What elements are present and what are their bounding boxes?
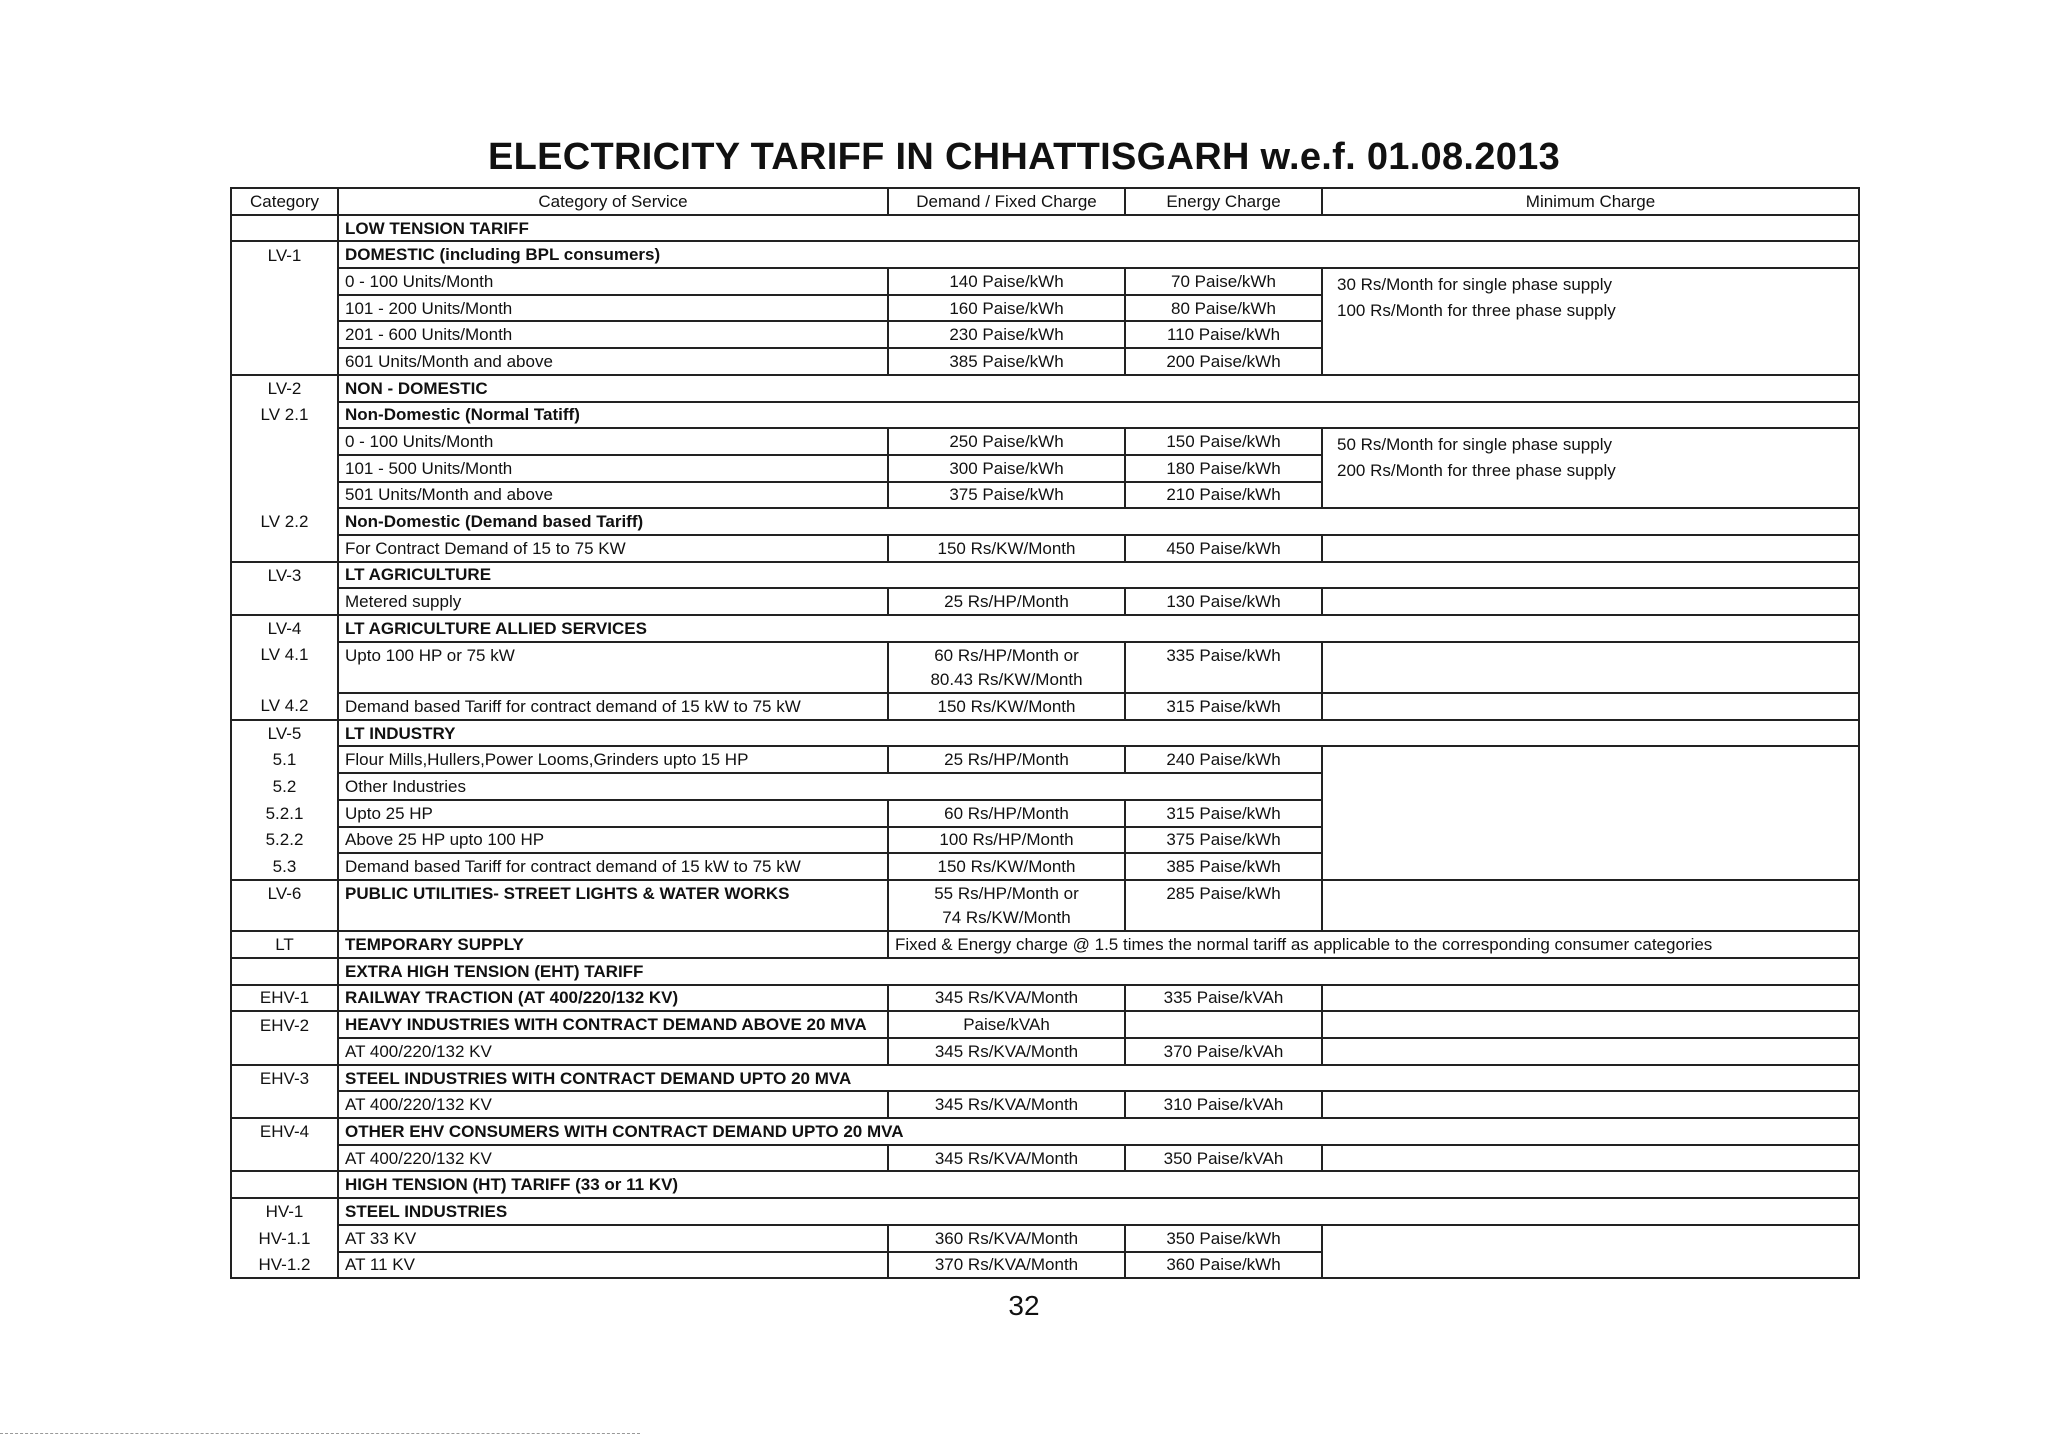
cell-minimum — [1322, 535, 1859, 562]
cell-minimum — [1322, 985, 1859, 1012]
cell-service: PUBLIC UTILITIES- STREET LIGHTS & WATER WORKS — [338, 880, 888, 906]
cell-service: Flour Mills,Hullers,Power Looms,Grinders upto 15 HP — [338, 746, 888, 773]
cell-demand: 80.43 Rs/KW/Month — [888, 667, 1125, 693]
header-minimum: Minimum Charge — [1322, 188, 1859, 215]
table-row — [231, 1091, 1859, 1118]
cell-service: 101 - 500 Units/Month — [338, 455, 888, 482]
cell-category: 5.3 — [231, 853, 338, 880]
cell-demand: 375 Paise/kWh — [888, 482, 1125, 509]
cell-service: TEMPORARY SUPPLY — [338, 931, 888, 958]
cell-category — [231, 455, 338, 482]
cell-minimum — [1322, 1091, 1859, 1118]
cell-demand: 55 Rs/HP/Month or — [888, 880, 1125, 906]
table-row — [231, 535, 1859, 562]
cell-service: Other Industries — [338, 773, 1322, 800]
section-heading: LOW TENSION TARIFF — [338, 215, 1859, 242]
table-row — [231, 1171, 1859, 1198]
cell-energy — [1125, 667, 1322, 693]
cell-energy: 360 Paise/kWh — [1125, 1252, 1322, 1279]
cell-service: 601 Units/Month and above — [338, 348, 888, 375]
cell-category — [231, 482, 338, 509]
cell-energy: 450 Paise/kWh — [1125, 535, 1322, 562]
cell-service: HEAVY INDUSTRIES WITH CONTRACT DEMAND ABOVE 20 MVA — [338, 1011, 888, 1038]
cell-energy: 385 Paise/kWh — [1125, 853, 1322, 880]
cell-minimum — [1322, 746, 1859, 879]
cell-energy: 200 Paise/kWh — [1125, 348, 1322, 375]
cell-category: LV 4.1 — [231, 642, 338, 668]
cell-demand: 150 Rs/KW/Month — [888, 853, 1125, 880]
cell-service: AT 400/220/132 KV — [338, 1145, 888, 1172]
cell-energy: 315 Paise/kWh — [1125, 800, 1322, 827]
cell-energy: 240 Paise/kWh — [1125, 746, 1322, 773]
cell-demand: 345 Rs/KVA/Month — [888, 1145, 1125, 1172]
cell-category: HV-1 — [231, 1198, 338, 1225]
cell-category — [231, 667, 338, 693]
table-row — [231, 985, 1859, 1012]
cell-category: LV 2.2 — [231, 508, 338, 535]
page-number: 32 — [1008, 1290, 1040, 1321]
cell-minimum — [1322, 1145, 1859, 1172]
cell-service: AT 400/220/132 KV — [338, 1091, 888, 1118]
table-row — [231, 958, 1859, 985]
cell-service: 101 - 200 Units/Month — [338, 295, 888, 322]
cell-service: AT 400/220/132 KV — [338, 1038, 888, 1065]
cell-energy: 335 Paise/kVAh — [1125, 985, 1322, 1012]
cell-category — [231, 215, 338, 242]
cell-category: 5.1 — [231, 746, 338, 773]
cell-minimum — [1322, 693, 1859, 720]
cell-category — [231, 906, 338, 932]
table-row — [231, 215, 1859, 242]
cell-demand: 160 Paise/kWh — [888, 295, 1125, 322]
cell-service: OTHER EHV CONSUMERS WITH CONTRACT DEMAND UPTO 20 MVA — [338, 1118, 1859, 1145]
cell-category: LT — [231, 931, 338, 958]
cell-service: STEEL INDUSTRIES WITH CONTRACT DEMAND UPTO 20 MVA — [338, 1065, 1859, 1092]
cell-service: Non-Domestic (Normal Tatiff) — [338, 402, 1859, 429]
cell-category: EHV-3 — [231, 1065, 338, 1092]
cell-demand: 370 Rs/KVA/Month — [888, 1252, 1125, 1279]
cell-service: 0 - 100 Units/Month — [338, 428, 888, 455]
tariff-table — [230, 187, 1860, 1279]
table-row — [231, 880, 1859, 906]
cell-minimum — [1322, 1038, 1859, 1065]
cell-energy: 130 Paise/kWh — [1125, 588, 1322, 615]
table-row — [231, 268, 1859, 295]
cell-energy — [1125, 906, 1322, 932]
cell-service: DOMESTIC (including BPL consumers) — [338, 241, 1859, 268]
cell-minimum — [1322, 588, 1859, 615]
cell-energy: 370 Paise/kVAh — [1125, 1038, 1322, 1065]
cell-demand: 25 Rs/HP/Month — [888, 588, 1125, 615]
cell-service: NON - DOMESTIC — [338, 375, 1859, 402]
cell-category: LV-5 — [231, 720, 338, 747]
table-row — [231, 508, 1859, 535]
cell-energy: 150 Paise/kWh — [1125, 428, 1322, 455]
cell-energy: 350 Paise/kWh — [1125, 1225, 1322, 1252]
cell-category: LV-4 — [231, 615, 338, 642]
minimum-charge-lv1 — [1322, 268, 1859, 375]
table-row — [231, 241, 1859, 268]
cell-demand: 100 Rs/HP/Month — [888, 827, 1125, 854]
table-row — [231, 402, 1859, 429]
cell-demand: 250 Paise/kWh — [888, 428, 1125, 455]
table-row — [231, 615, 1859, 642]
cell-category: LV-3 — [231, 562, 338, 589]
cell-energy: 180 Paise/kWh — [1125, 455, 1322, 482]
cell-demand: 230 Paise/kWh — [888, 321, 1125, 348]
minimum-charge-line: 50 Rs/Month for single phase supply — [1337, 435, 1612, 455]
cell-category: LV-1 — [231, 241, 338, 268]
cell-category — [231, 268, 338, 295]
cell-category: 5.2.2 — [231, 827, 338, 854]
minimum-charge-line: 100 Rs/Month for three phase supply — [1337, 301, 1616, 321]
cell-category — [231, 1145, 338, 1172]
table-row — [231, 428, 1859, 455]
table-row — [231, 720, 1859, 747]
cell-category — [231, 588, 338, 615]
header-category: Category — [231, 188, 338, 215]
cell-category: HV-1.1 — [231, 1225, 338, 1252]
header-row — [231, 188, 1859, 215]
cell-energy: 375 Paise/kWh — [1125, 827, 1322, 854]
section-heading: EXTRA HIGH TENSION (EHT) TARIFF — [338, 958, 1859, 985]
cell-demand: 25 Rs/HP/Month — [888, 746, 1125, 773]
cell-demand: 150 Rs/KW/Month — [888, 535, 1125, 562]
cell-demand: 60 Rs/HP/Month — [888, 800, 1125, 827]
temporary-supply-note: Fixed & Energy charge @ 1.5 times the normal tariff as applicable to the corresponding consumer categories — [888, 931, 1859, 958]
cell-service: Demand based Tariff for contract demand of 15 kW to 75 kW — [338, 693, 888, 720]
cell-service: LT AGRICULTURE ALLIED SERVICES — [338, 615, 1859, 642]
header-energy: Energy Charge — [1125, 188, 1322, 215]
cell-category: 5.2 — [231, 773, 338, 800]
table-row — [231, 375, 1859, 402]
cell-category: EHV-2 — [231, 1011, 338, 1038]
cell-service: For Contract Demand of 15 to 75 KW — [338, 535, 888, 562]
cell-minimum — [1322, 880, 1859, 931]
cell-category: 5.2.1 — [231, 800, 338, 827]
cell-minimum — [1322, 1225, 1859, 1278]
cell-demand: 385 Paise/kWh — [888, 348, 1125, 375]
cell-service: 201 - 600 Units/Month — [338, 321, 888, 348]
cell-category: LV 4.2 — [231, 693, 338, 720]
cell-category — [231, 295, 338, 322]
cell-service: STEEL INDUSTRIES — [338, 1198, 1859, 1225]
cell-demand: 74 Rs/KW/Month — [888, 906, 1125, 932]
cell-demand: 345 Rs/KVA/Month — [888, 1038, 1125, 1065]
cell-service: Demand based Tariff for contract demand of 15 kW to 75 kW — [338, 853, 888, 880]
cell-service: 0 - 100 Units/Month — [338, 268, 888, 295]
cell-category — [231, 535, 338, 562]
cell-category — [231, 1171, 338, 1198]
cell-minimum — [1322, 1011, 1859, 1038]
cell-category: LV-6 — [231, 880, 338, 906]
cell-service: Above 25 HP upto 100 HP — [338, 827, 888, 854]
table-row — [231, 1011, 1859, 1038]
section-heading: HIGH TENSION (HT) TARIFF (33 or 11 KV) — [338, 1171, 1859, 1198]
cell-category: EHV-1 — [231, 985, 338, 1012]
cell-category: LV 2.1 — [231, 402, 338, 429]
cell-demand: 140 Paise/kWh — [888, 268, 1125, 295]
cell-service: Upto 25 HP — [338, 800, 888, 827]
cell-demand: 300 Paise/kWh — [888, 455, 1125, 482]
cell-service: Non-Domestic (Demand based Tariff) — [338, 508, 1859, 535]
table-row — [231, 1065, 1859, 1092]
table-row — [231, 1118, 1859, 1145]
table-row — [231, 1198, 1859, 1225]
cell-service: LT INDUSTRY — [338, 720, 1859, 747]
minimum-charge-line: 200 Rs/Month for three phase supply — [1337, 461, 1616, 481]
cell-service: RAILWAY TRACTION (AT 400/220/132 KV) — [338, 985, 888, 1012]
cell-minimum — [1322, 642, 1859, 693]
cell-demand: 345 Rs/KVA/Month — [888, 985, 1125, 1012]
minimum-charge-line: 30 Rs/Month for single phase supply — [1337, 275, 1612, 295]
cell-energy: 310 Paise/kVAh — [1125, 1091, 1322, 1118]
cell-category — [231, 1091, 338, 1118]
cell-energy: 70 Paise/kWh — [1125, 268, 1322, 295]
cell-category — [231, 958, 338, 985]
cell-demand: 150 Rs/KW/Month — [888, 693, 1125, 720]
cell-energy: 210 Paise/kWh — [1125, 482, 1322, 509]
table-row — [231, 1145, 1859, 1172]
cell-service: LT AGRICULTURE — [338, 562, 1859, 589]
document-title: ELECTRICITY TARIFF IN CHHATTISGARH w.e.f. 01.08.2013 — [487, 136, 1561, 178]
table-row — [231, 642, 1859, 668]
cell-energy: 110 Paise/kWh — [1125, 321, 1322, 348]
table-row — [231, 1038, 1859, 1065]
table-row — [231, 1225, 1859, 1252]
cell-category: EHV-4 — [231, 1118, 338, 1145]
cell-service — [338, 667, 888, 693]
header-service: Category of Service — [338, 188, 888, 215]
cell-energy: 80 Paise/kWh — [1125, 295, 1322, 322]
cell-service — [338, 906, 888, 932]
table-row — [231, 562, 1859, 589]
cell-demand: 60 Rs/HP/Month or — [888, 642, 1125, 668]
cell-category — [231, 348, 338, 375]
header-demand: Demand / Fixed Charge — [888, 188, 1125, 215]
cell-energy: 350 Paise/kVAh — [1125, 1145, 1322, 1172]
cell-category: LV-2 — [231, 375, 338, 402]
cell-energy: 285 Paise/kWh — [1125, 880, 1322, 906]
cell-category: HV-1.2 — [231, 1252, 338, 1279]
cell-energy: 315 Paise/kWh — [1125, 693, 1322, 720]
cell-service: AT 33 KV — [338, 1225, 888, 1252]
table-row — [231, 588, 1859, 615]
cell-service: AT 11 KV — [338, 1252, 888, 1279]
table-row — [231, 693, 1859, 720]
cell-demand: 360 Rs/KVA/Month — [888, 1225, 1125, 1252]
footer-rule — [0, 1433, 640, 1434]
cell-demand: 345 Rs/KVA/Month — [888, 1091, 1125, 1118]
cell-category — [231, 428, 338, 455]
table-row — [231, 746, 1859, 773]
minimum-charge-lv21 — [1322, 428, 1859, 508]
cell-service: Metered supply — [338, 588, 888, 615]
cell-service: Upto 100 HP or 75 kW — [338, 642, 888, 668]
cell-category — [231, 321, 338, 348]
cell-demand: Paise/kVAh — [888, 1011, 1125, 1038]
cell-category — [231, 1038, 338, 1065]
cell-energy: 335 Paise/kWh — [1125, 642, 1322, 668]
cell-service: 501 Units/Month and above — [338, 482, 888, 509]
cell-energy — [1125, 1011, 1322, 1038]
table-row — [231, 931, 1859, 958]
